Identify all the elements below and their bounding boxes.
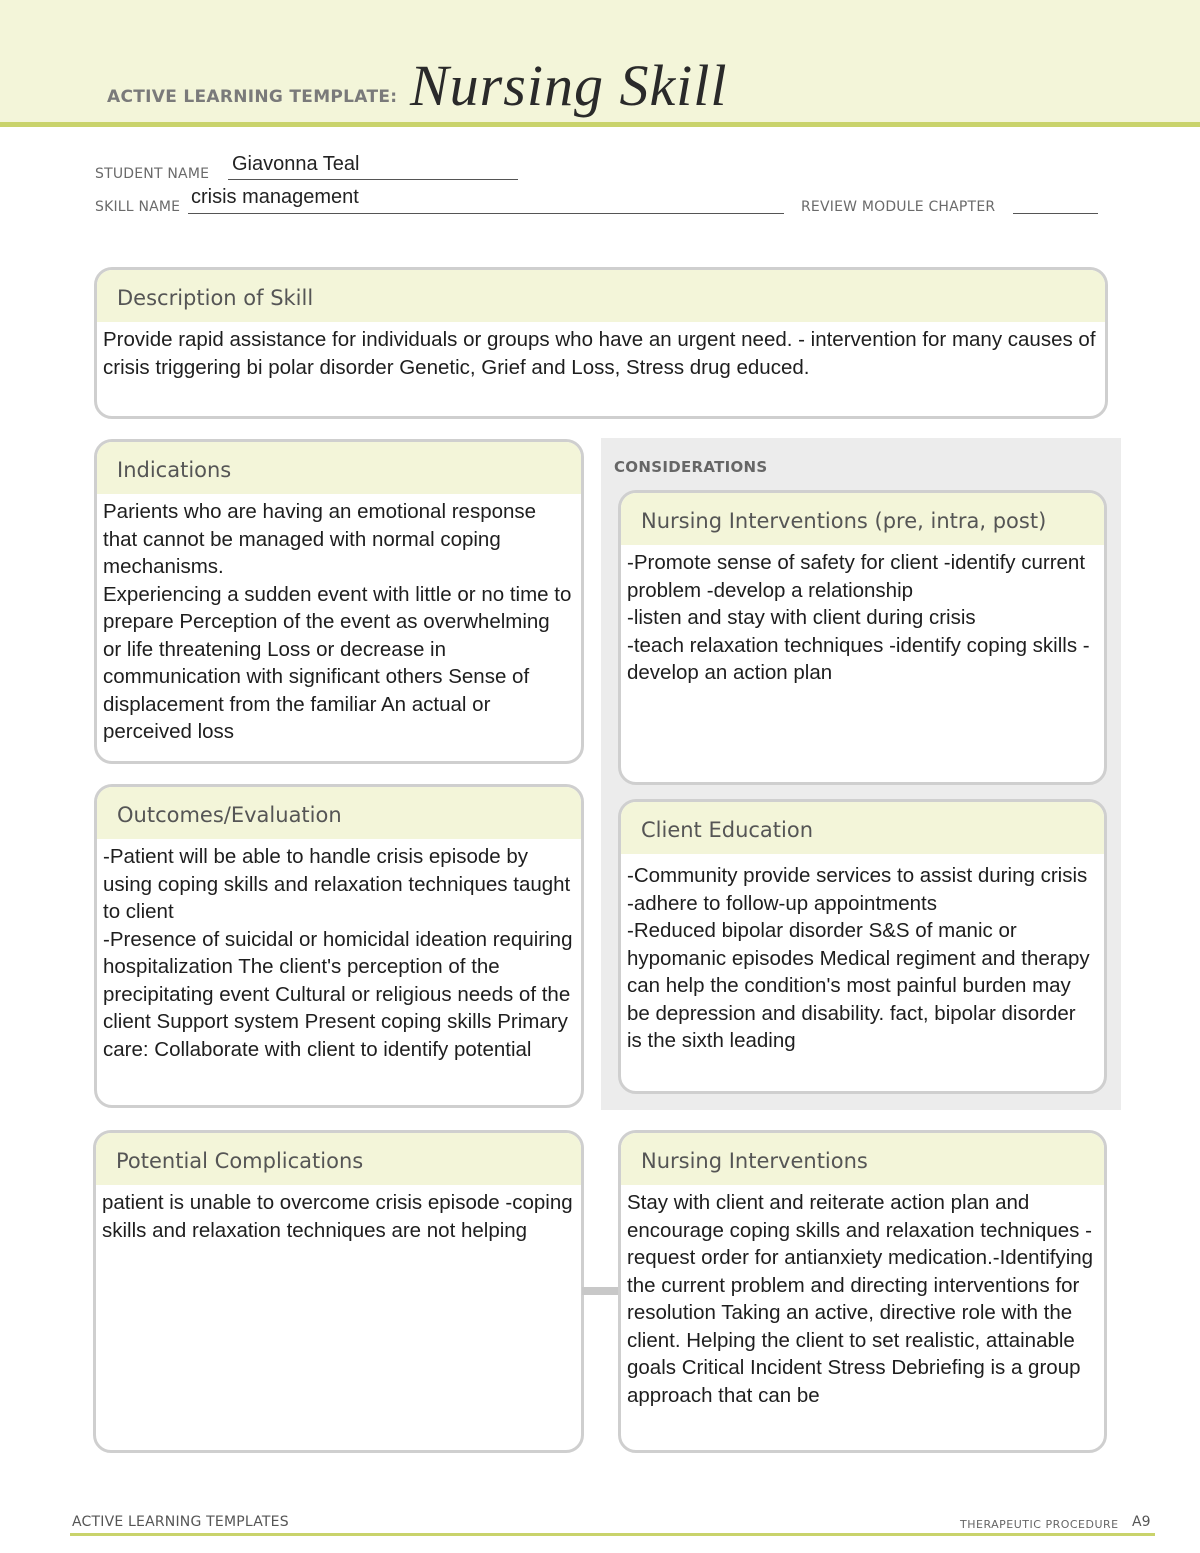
skill-name-label: SKILL NAME: [95, 199, 181, 215]
indications-text[interactable]: Parients who are having an emotional response that cannot be managed with normal coping mechanisms. Experiencing a sudden event with little or no time to prepare Perception of the event as overwhelming or life threatening Loss or decrease in communication with significant others Sense of displacement from the familiar An actual or perceived loss: [103, 500, 572, 743]
skill-name-value[interactable]: crisis management: [191, 186, 359, 208]
outcomes-box: [94, 784, 584, 1108]
review-module-label: REVIEW MODULE CHAPTER: [801, 199, 996, 215]
potential-complications-heading: Potential Complications: [96, 1133, 581, 1185]
potential-complications-box: [93, 1130, 584, 1453]
student-name-line: [228, 179, 518, 180]
description-heading: Description of Skill: [97, 270, 1105, 322]
nursing-interventions-pip-box: [618, 490, 1107, 785]
connector-bar: [582, 1287, 620, 1295]
client-education-heading: Client Education: [621, 802, 1104, 854]
outcomes-text[interactable]: -Patient will be able to handle crisis episode by using coping skills and relaxation techniques taught to client -Presence of suicidal or homicidal ideation requiring hospitalization The client's perception of the precipitating event Cultural or religious needs of the client Support system Present coping skills Primary care: Collaborate with client to identify potential: [103, 845, 573, 1061]
description-box: [94, 267, 1108, 419]
template-title: Nursing Skill: [410, 53, 728, 118]
review-module-line[interactable]: [1013, 213, 1098, 214]
outcomes-heading: Outcomes/Evaluation: [97, 787, 581, 839]
nursing-interventions-pip-heading: Nursing Interventions (pre, intra, post): [621, 493, 1104, 545]
considerations-label: CONSIDERATIONS: [614, 458, 768, 476]
template-label: ACTIVE LEARNING TEMPLATE:: [107, 87, 398, 107]
description-text[interactable]: Provide rapid assistance for individuals or groups who have an urgent need. - intervention for many causes of crisis triggering bi polar disorder Genetic, Grief and Loss, Stress drug educed.: [103, 328, 1096, 379]
student-name-value[interactable]: Giavonna Teal: [232, 153, 360, 175]
footer-right-label: THERAPEUTIC PROCEDURE: [960, 1518, 1119, 1531]
nursing-interventions-pip-text[interactable]: -Promote sense of safety for client -identify current problem -develop a relationship -listen and stay with client during crisis -teach relaxation techniques -identify coping skills -develop an action plan: [627, 551, 1090, 684]
footer-page-number: A9: [1132, 1514, 1151, 1530]
nursing-interventions-text[interactable]: Stay with client and reiterate action plan and encourage coping skills and relaxation techniques -request order for antianxiety medication.-Identifying the current problem and directing interventions for resolution Taking an active, directive role with the client. Helping the client to set realistic, attainable goals Critical Incident Stress Debriefing is a group approach that can be: [627, 1191, 1094, 1407]
potential-complications-text[interactable]: patient is unable to overcome crisis episode -coping skills and relaxation techniques are not helping: [102, 1191, 573, 1242]
client-education-text[interactable]: -Community provide services to assist during crisis -adhere to follow-up appointments -Reduced bipolar disorder S&S of manic or hypomanic episodes Medical regiment and therapy can help the condition's most painful burden may be depression and disability. fact, bipolar disorder is the sixth leading: [627, 864, 1090, 1052]
indications-box: [94, 439, 584, 764]
nursing-interventions-box: [618, 1130, 1107, 1453]
student-name-label: STUDENT NAME: [95, 166, 210, 182]
client-education-box: [618, 799, 1107, 1094]
footer-left-label: ACTIVE LEARNING TEMPLATES: [72, 1514, 289, 1530]
header-rule: [0, 122, 1200, 127]
skill-name-line: [188, 213, 784, 214]
indications-heading: Indications: [97, 442, 581, 494]
footer-rule: [70, 1533, 1155, 1536]
nursing-interventions-heading: Nursing Interventions: [621, 1133, 1104, 1185]
